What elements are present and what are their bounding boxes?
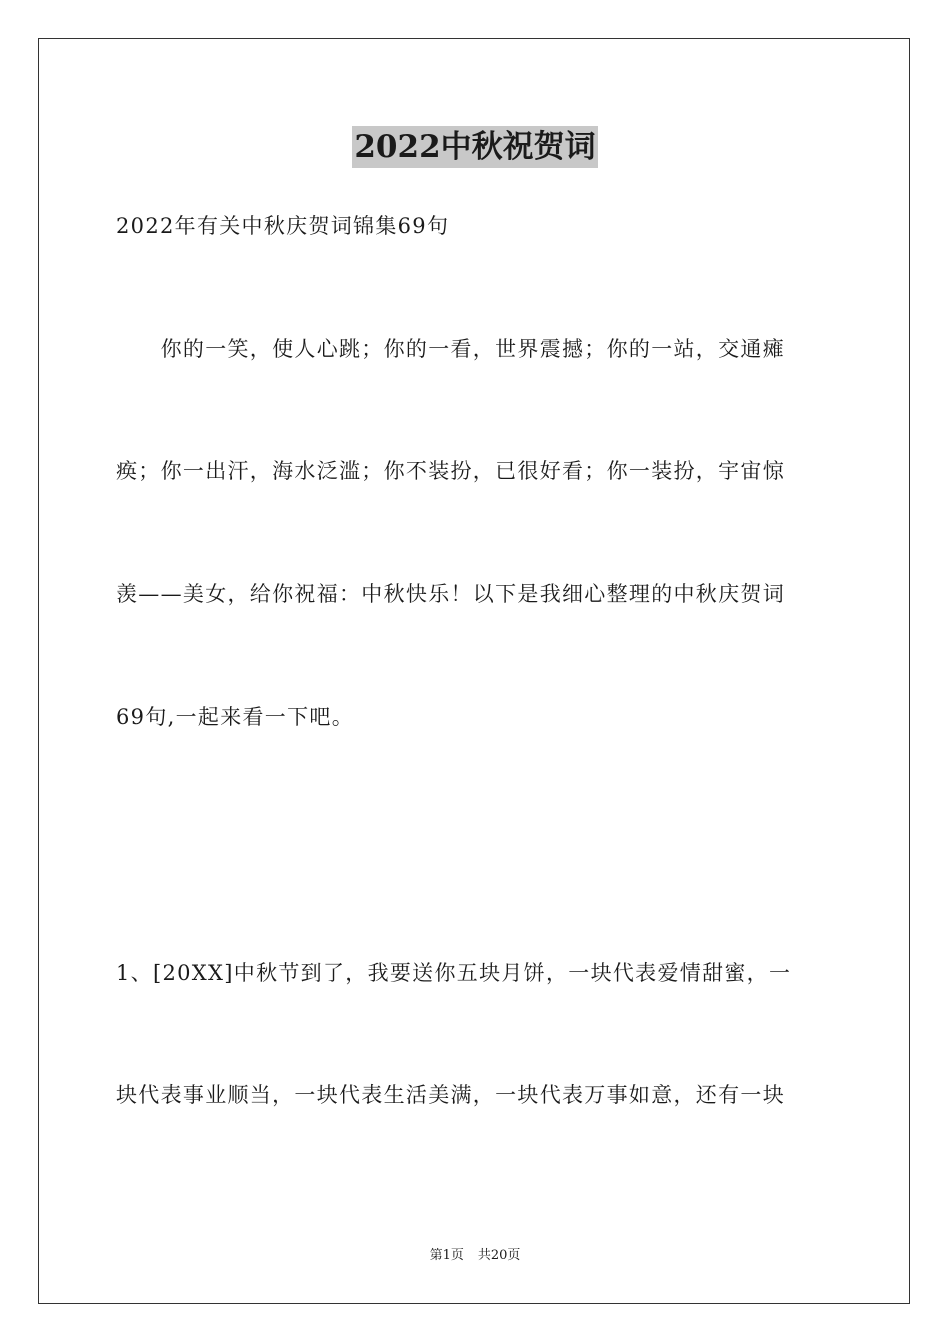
page-number: 第1页 bbox=[429, 1248, 464, 1263]
paragraph-line: 1、[20XX]中秋节到了，我要送你五块月饼，一块代表爱情甜蜜，一 bbox=[116, 961, 792, 985]
document-subtitle: 2022年有关中秋庆贺词锦集69句 bbox=[116, 214, 450, 238]
paragraph-line: 69句,一起来看一下吧。 bbox=[116, 705, 354, 729]
paragraph-line: 痪；你一出汗，海水泛滥；你不装扮，已很好看；你一装扮，宇宙惊 bbox=[116, 459, 785, 483]
paragraph-line: 羡——美女，给你祝福：中秋快乐！以下是我细心整理的中秋庆贺词 bbox=[116, 582, 785, 606]
paragraph-line: 你的一笑，使人心跳；你的一看，世界震撼；你的一站，交通瘫 bbox=[116, 337, 785, 361]
title-text: 2022中秋祝贺词 bbox=[352, 126, 597, 168]
page-footer bbox=[0, 1247, 950, 1265]
paragraph-line: 块代表事业顺当，一块代表生活美满，一块代表万事如意，还有一块 bbox=[116, 1083, 785, 1107]
document-title bbox=[0, 126, 950, 168]
page-total: 共20页 bbox=[477, 1248, 521, 1263]
